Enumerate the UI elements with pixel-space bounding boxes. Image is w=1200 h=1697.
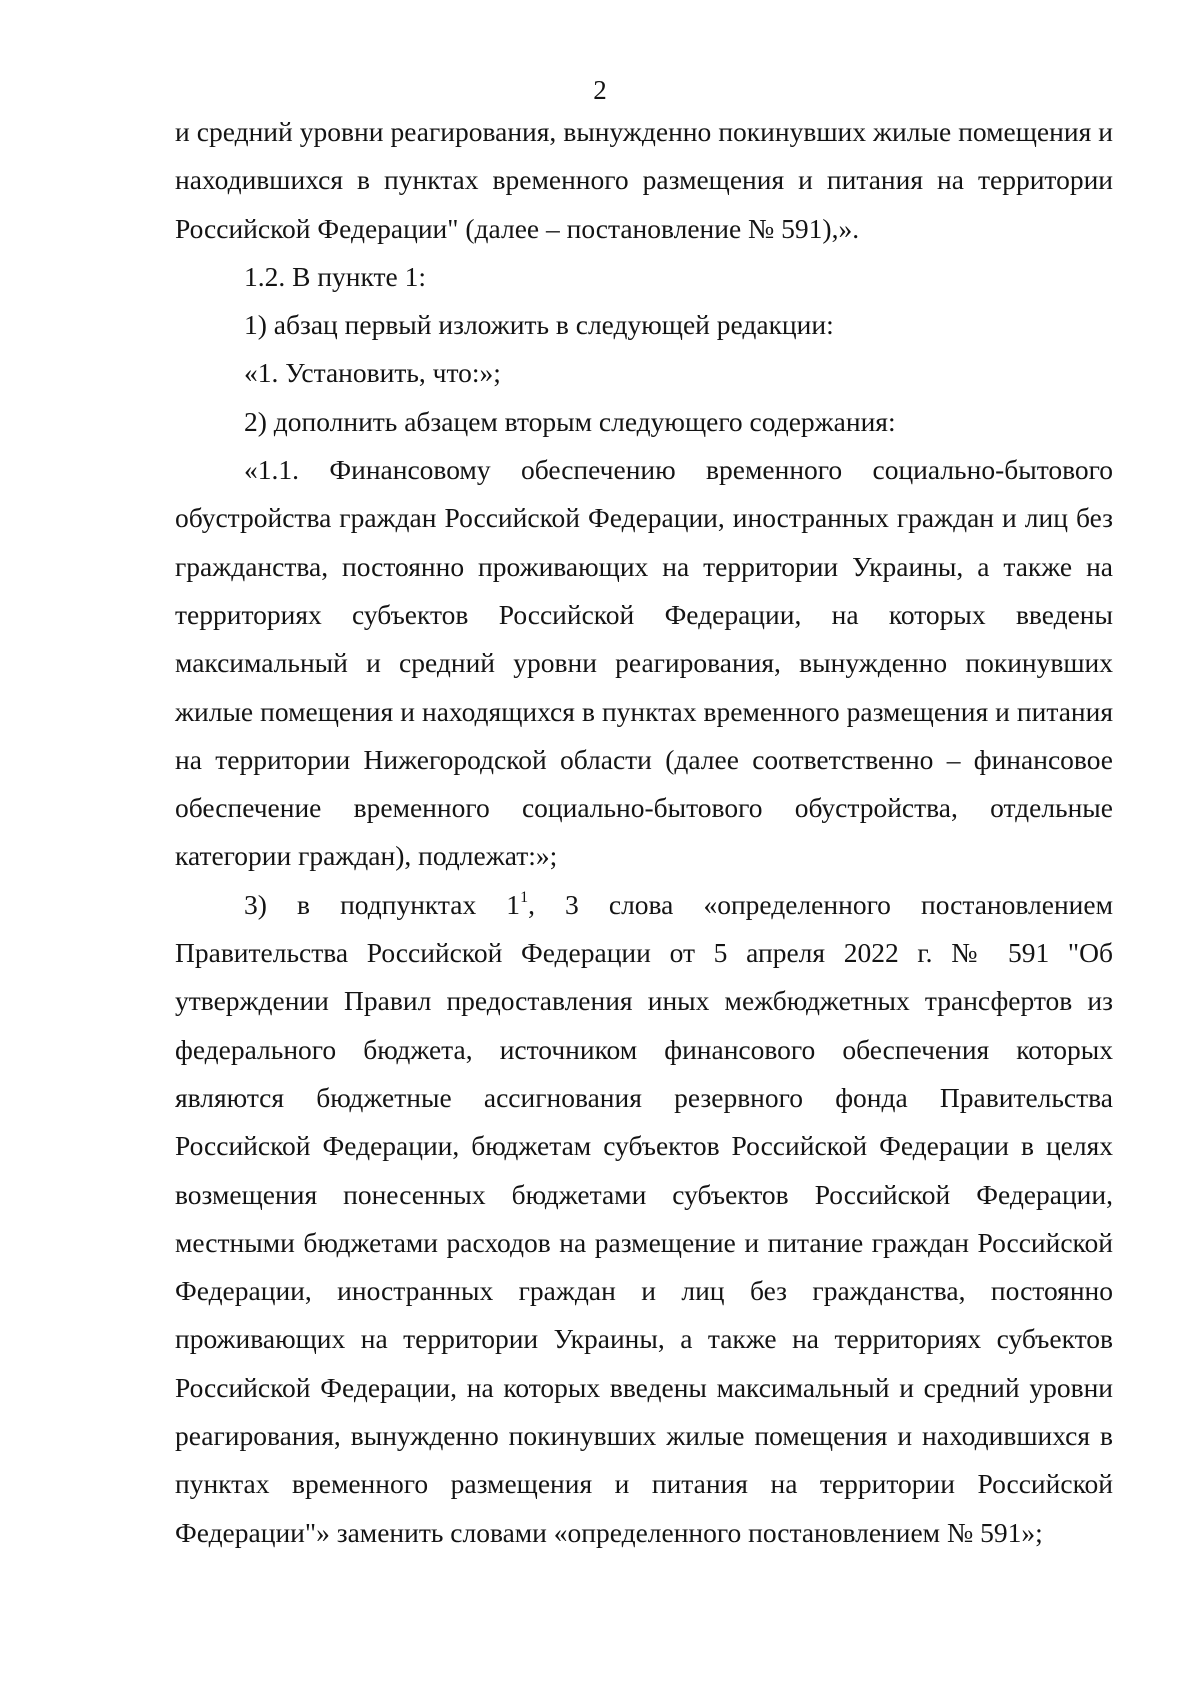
paragraph-item-3 bbox=[175, 881, 1113, 1557]
paragraph-quote-1-1: «1.1. Финансовому обеспечению временного социально-бытового обустройства граждан Российской Федерации, иностранных граждан и лиц без гражданства, постоянно проживающих на территории Украины, а также на территориях субъектов Российской Федерации, на которых введены максимальный и средний уровни реагирования, вынужденно покинувших жилые помещения и находящихся в пунктах временного размещения и питания на территории Нижегородской области (далее соответственно – финансовое обеспечение временного социально-бытового обустройства, отдельные категории граждан), подлежат:»; bbox=[175, 454, 1113, 872]
document-body bbox=[175, 108, 1113, 1557]
paragraph-item-2: 2) дополнить абзацем вторым следующего содержания: bbox=[244, 405, 896, 437]
superscript: 1 bbox=[520, 888, 529, 906]
page-number: 2 bbox=[593, 75, 607, 105]
item-3-text-rest: , 3 слова «определенного постановлением Правительства Российской Федерации от 5 апреля 2022 г. № 591 "Об утверждении Правил предоставления иных межбюджетных трансфертов из федерального бюджета, источником финансового обеспечения которых являются бюджетные ассигнования резервного фонда Правительства Российской Федерации, бюджетам субъектов Российской Федерации в целях возмещения понесенных бюджетами субъектов Российской Федерации, местными бюджетами расходов на размещение и питание граждан Российской Федерации, иностранных граждан и лиц без гражданства, постоянно проживающих на территории Украины, а также на территориях субъектов Российской Федерации, на которых введены максимальный и средний уровни реагирования, вынужденно покинувших жилые помещения и находившихся в пунктах временного размещения и питания на территории Российской Федерации"» заменить словами «определенного постановлением № 591»; bbox=[175, 888, 1113, 1548]
paragraph-clause-1-2: 1.2. В пункте 1: bbox=[244, 260, 427, 292]
paragraph-quote-1: «1. Установить, что:»; bbox=[244, 357, 501, 389]
paragraph-continuation: и средний уровни реагирования, вынужденно покинувших жилые помещения и находившихся в пунктах временного размещения и питания на территории Российской Федерации" (далее – постановление № 591),». bbox=[175, 116, 1113, 244]
paragraph-item-1: 1) абзац первый изложить в следующей редакции: bbox=[244, 309, 834, 341]
item-3-text-start: 3) в подпунктах 1 bbox=[244, 888, 521, 920]
